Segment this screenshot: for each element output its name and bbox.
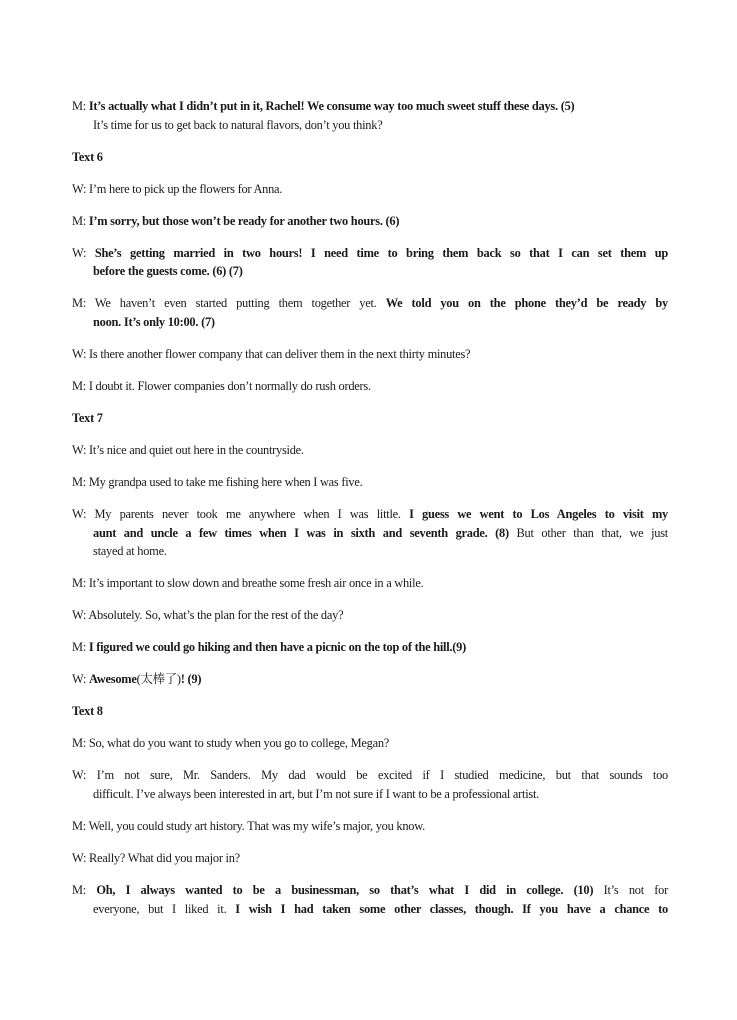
dialogue-line: M: So, what do you want to study when you go to college, Megan? xyxy=(72,736,390,750)
dialogue-continuation: noon. It’s only 10:00. (7) xyxy=(93,315,215,329)
section-heading-text-7: Text 7 xyxy=(72,411,103,425)
dialogue-line: M: Well, you could study art history. That was my wife’s major, you know. xyxy=(72,819,425,833)
key-sentence: It’s actually what I didn’t put in it, Rachel! We consume way too much sweet stuff these days. (5) xyxy=(88,99,575,113)
dialogue-line: W: It’s nice and quiet out here in the countryside. xyxy=(72,443,304,457)
dialogue-continuation: It’s time for us to get back to natural flavors, don’t you think? xyxy=(93,118,383,132)
dialogue-line: M: I doubt it. Flower companies don’t normally do rush orders. xyxy=(72,379,371,393)
speaker-label: M: xyxy=(72,99,89,113)
dialogue-continuation: stayed at home. xyxy=(93,544,167,558)
dialogue-line: W: She’s getting married in two hours! I need time to bring them back so that I can set them up xyxy=(72,246,668,260)
key-sentence: Oh, I always wanted to be a businessman, so that’s what I did in college. (10) xyxy=(96,883,594,897)
key-sentence: I wish I had taken some other classes, though. If you have a chance to xyxy=(235,902,668,916)
key-sentence: We told you on the phone they’d be ready by xyxy=(385,296,668,310)
dialogue-line: W: I’m here to pick up the flowers for Anna. xyxy=(72,182,283,196)
dialogue-continuation: aunt and uncle a few times when I was in sixth and seventh grade. (8) But other than that, we just xyxy=(93,526,668,540)
dialogue-line xyxy=(72,97,668,115)
key-sentence: I’m sorry, but those won’t be ready for another two hours. (6) xyxy=(88,214,400,228)
dialogue-line: W: Absolutely. So, what’s the plan for the rest of the day? xyxy=(72,608,344,622)
dialogue-line: M: Oh, I always wanted to be a businessman, so that’s what I did in college. (10) It’s not for xyxy=(72,883,668,897)
key-sentence: I guess we went to Los Angeles to visit my xyxy=(409,507,669,521)
key-sentence: I figured we could go hiking and then have a picnic on the top of the hill.(9) xyxy=(88,640,466,654)
section-heading-text-6: Text 6 xyxy=(72,150,103,164)
dialogue-line: M: We haven’t even started putting them together yet. We told you on the phone they’d be ready by xyxy=(72,296,668,310)
dialogue-continuation: difficult. I’ve always been interested in art, but I’m not sure if I want to be a professional artist. xyxy=(93,787,540,801)
dialogue-line: W: Is there another flower company that can deliver them in the next thirty minutes? xyxy=(72,347,471,361)
key-sentence: She’s getting married in two hours! I need time to bring them back so that I can set them up xyxy=(94,246,668,260)
dialogue-line: W: Really? What did you major in? xyxy=(72,851,240,865)
dialogue-line: M: I’m sorry, but those won’t be ready for another two hours. (6) xyxy=(72,214,400,228)
section-heading-text-8: Text 8 xyxy=(72,704,103,718)
dialogue-line: W: My parents never took me anywhere when I was little. I guess we went to Los Angeles to visit my xyxy=(72,507,669,521)
dialogue-line: M: I figured we could go hiking and then have a picnic on the top of the hill.(9) xyxy=(72,640,466,654)
dialogue-line: W: I’m not sure, Mr. Sanders. My dad would be excited if I studied medicine, but that sounds too xyxy=(72,768,668,782)
dialogue-line: W: Awesome(太棒了)! (9) xyxy=(72,672,202,686)
dialogue-line: M: It’s important to slow down and breathe some fresh air once in a while. xyxy=(72,576,424,590)
dialogue-line: M: My grandpa used to take me fishing here when I was five. xyxy=(72,475,363,489)
dialogue-continuation: before the guests come. (6) (7) xyxy=(93,264,243,278)
dialogue-continuation: everyone, but I liked it. I wish I had taken some other classes, though. If you have a chance to xyxy=(93,902,668,916)
